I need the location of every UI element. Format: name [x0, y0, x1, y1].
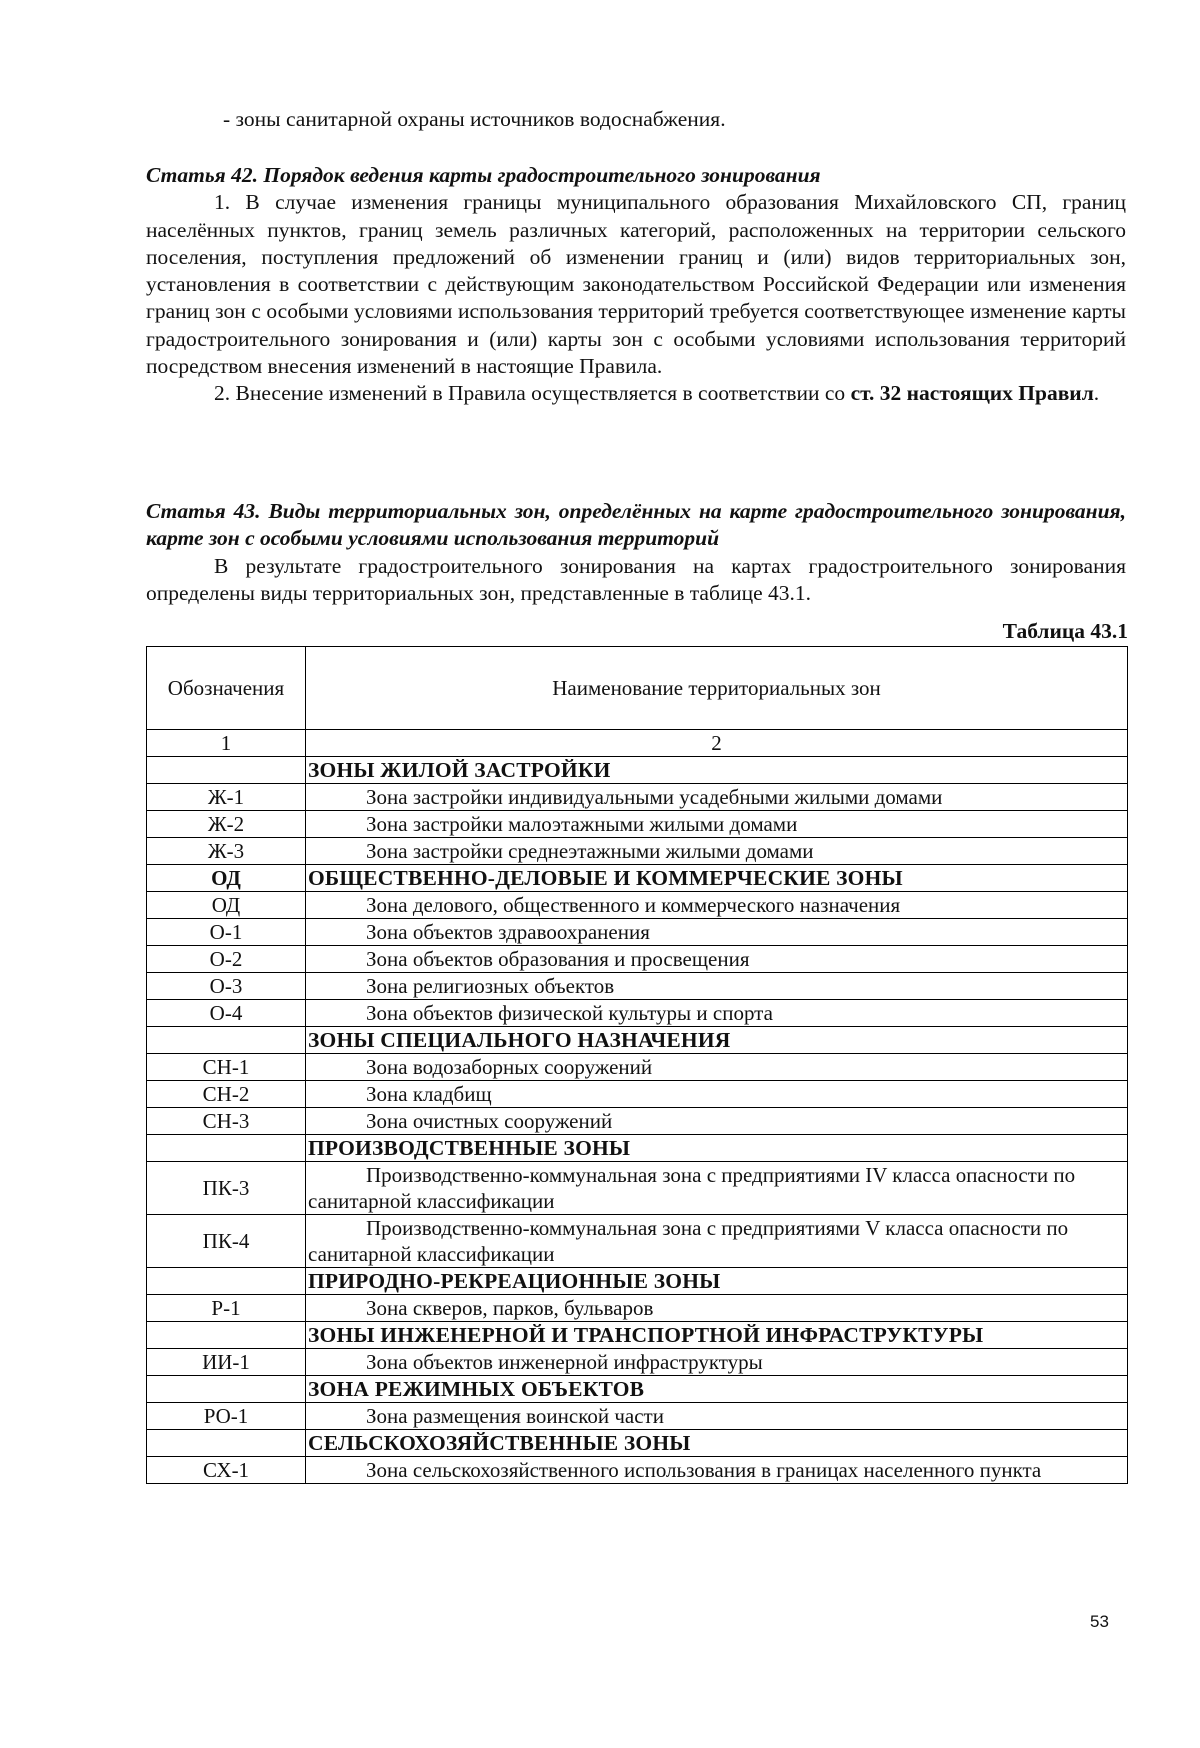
zone-group-title: ПРОИЗВОДСТВЕННЫЕ ЗОНЫ	[306, 1135, 1128, 1162]
zone-group-title: ЗОНА РЕЖИМНЫХ ОБЪЕКТОВ	[306, 1376, 1128, 1403]
zone-code	[147, 757, 306, 784]
article-42-paragraph-1: 1. В случае изменения границы муниципального образования Михайловского СП, границ населённых пунктов, границ земель различных категорий, расположенных на территории сельского поселения, поступления предложений об изменении границ и (или) видов территориальных зон, установления в соответствии с действующим законодательством Российской Федерации или изменения границ зон с особыми условиями использования территорий требуется соответствующее изменение карты градостроительного зонирования и (или) карты зон с особыми условиями использования территорий посредством внесения изменений в настоящие Правила.	[146, 190, 1126, 379]
zone-code: Ж-2	[147, 811, 306, 838]
table-group-row	[147, 1376, 1128, 1403]
intro-line: - зоны санитарной охраны источников водоснабжения.	[223, 107, 726, 131]
table-group-row	[147, 1430, 1128, 1457]
zone-code: Р-1	[147, 1295, 306, 1322]
zone-name	[306, 946, 1128, 973]
zones-table	[146, 646, 1128, 1484]
zone-name-text: Зона объектов здравоохранения	[366, 920, 650, 944]
zone-name	[306, 892, 1128, 919]
zone-name	[306, 1457, 1128, 1484]
table-group-row	[147, 757, 1128, 784]
zone-code: СН-1	[147, 1054, 306, 1081]
zone-name-text: Зона делового, общественного и коммерческого назначения	[366, 893, 901, 917]
article-43-paragraph: В результате градостроительного зонирования на картах градостроительного зонирования определены виды территориальных зон, представленные в таблице 43.1.	[146, 553, 1126, 605]
table-row	[147, 811, 1128, 838]
zone-code: ПК-3	[147, 1162, 306, 1215]
article-42-heading: Статья 42. Порядок ведения карты градостроительного зонирования	[146, 163, 821, 187]
zone-name	[306, 1162, 1128, 1215]
zone-code: СХ-1	[147, 1457, 306, 1484]
article-43	[146, 498, 1126, 607]
table-group-row	[147, 1135, 1128, 1162]
zone-name-text: Зона объектов образования и просвещения	[366, 947, 750, 971]
zone-name-text: Зона застройки малоэтажными жилыми домами	[366, 812, 798, 836]
zone-name-text: Зона кладбищ	[366, 1082, 492, 1106]
zone-name	[306, 1108, 1128, 1135]
table-number-row	[147, 730, 1128, 757]
zone-code	[147, 1430, 306, 1457]
zone-group-title: ЗОНЫ ИНЖЕНЕРНОЙ И ТРАНСПОРТНОЙ ИНФРАСТРУКТУРЫ	[306, 1322, 1128, 1349]
zone-code	[147, 1322, 306, 1349]
zone-name-text: Зона скверов, парков, бульваров	[366, 1296, 654, 1320]
zone-name-text: Зона сельскохозяйственного использования в границах населенного пункта	[366, 1458, 1042, 1482]
col2-number: 2	[306, 730, 1128, 757]
zone-code: Ж-3	[147, 838, 306, 865]
zone-group-title: ЗОНЫ ЖИЛОЙ ЗАСТРОЙКИ	[306, 757, 1128, 784]
table-row	[147, 1403, 1128, 1430]
table-row	[147, 973, 1128, 1000]
table-row	[147, 838, 1128, 865]
zone-name-text: Зона застройки среднеэтажными жилыми домами	[366, 839, 814, 863]
zone-name	[306, 1215, 1128, 1268]
table-row	[147, 1000, 1128, 1027]
table-row	[147, 784, 1128, 811]
table-row	[147, 946, 1128, 973]
para2-bold: ст. 32 настоящих Правил	[850, 381, 1094, 406]
zone-code: О-1	[147, 919, 306, 946]
zone-name-text: Зона водозаборных сооружений	[366, 1055, 653, 1079]
zone-name	[306, 973, 1128, 1000]
zone-name-text: Производственно-коммунальная зона с предприятиями IV класса опасности по санитарной классификации	[308, 1163, 1076, 1213]
table-row	[147, 1054, 1128, 1081]
zone-code	[147, 1268, 306, 1295]
article-42-paragraph-2	[146, 380, 1126, 407]
table-group-row	[147, 865, 1128, 892]
table-row	[147, 919, 1128, 946]
zone-group-title: ПРИРОДНО-РЕКРЕАЦИОННЫЕ ЗОНЫ	[306, 1268, 1128, 1295]
zone-name	[306, 1000, 1128, 1027]
table-row	[147, 1295, 1128, 1322]
zone-name	[306, 1295, 1128, 1322]
table-row	[147, 1457, 1128, 1484]
zone-name	[306, 811, 1128, 838]
table-caption: Таблица 43.1	[1002, 619, 1128, 643]
zone-name	[306, 919, 1128, 946]
zone-name-text: Зона объектов инженерной инфраструктуры	[366, 1350, 763, 1374]
zone-code: ОД	[147, 865, 306, 892]
zone-name	[306, 838, 1128, 865]
zone-code: ПК-4	[147, 1215, 306, 1268]
zone-group-title: ОБЩЕСТВЕННО-ДЕЛОВЫЕ И КОММЕРЧЕСКИЕ ЗОНЫ	[306, 865, 1128, 892]
zone-code	[147, 1027, 306, 1054]
zone-group-title: СЕЛЬСКОХОЗЯЙСТВЕННЫЕ ЗОНЫ	[306, 1430, 1128, 1457]
zone-code: Ж-1	[147, 784, 306, 811]
zone-code: РО-1	[147, 1403, 306, 1430]
table-group-row	[147, 1322, 1128, 1349]
zone-group-title: ЗОНЫ СПЕЦИАЛЬНОГО НАЗНАЧЕНИЯ	[306, 1027, 1128, 1054]
table-row	[147, 892, 1128, 919]
zone-code: О-4	[147, 1000, 306, 1027]
table-block	[146, 618, 1128, 1484]
zone-code: СН-3	[147, 1108, 306, 1135]
zone-code	[147, 1376, 306, 1403]
article-42	[146, 162, 1126, 408]
zone-name	[306, 1054, 1128, 1081]
zone-name-text: Зона очистных сооружений	[366, 1109, 613, 1133]
page-number: 53	[1090, 1612, 1109, 1631]
table-row	[147, 1349, 1128, 1376]
col1-header: Обозначения	[147, 647, 306, 730]
table-row	[147, 1108, 1128, 1135]
zone-code: СН-2	[147, 1081, 306, 1108]
zone-code: О-3	[147, 973, 306, 1000]
zone-name	[306, 1349, 1128, 1376]
zone-name-text: Зона религиозных объектов	[366, 974, 615, 998]
zone-name	[306, 784, 1128, 811]
zone-code: ОД	[147, 892, 306, 919]
zone-name-text: Зона застройки индивидуальными усадебными жилыми домами	[366, 785, 943, 809]
para2-post: .	[1093, 381, 1100, 406]
table-row	[147, 1081, 1128, 1108]
table-group-row	[147, 1027, 1128, 1054]
zone-name-text: Зона размещения воинской части	[366, 1404, 664, 1428]
col2-header: Наименование территориальных зон	[306, 647, 1128, 730]
zone-name-text: Производственно-коммунальная зона с предприятиями V класса опасности по санитарной классификации	[308, 1216, 1069, 1266]
zone-code	[147, 1135, 306, 1162]
col1-number: 1	[147, 730, 306, 757]
table-header-row	[147, 647, 1128, 730]
article-43-heading: Статья 43. Виды территориальных зон, определённых на карте градостроительного зонирования, карте зон с особыми условиями использования территорий	[146, 499, 1126, 551]
table-row	[147, 1215, 1128, 1268]
para2-pre: 2. Внесение изменений в Правила осуществляется в соответствии со	[214, 381, 851, 406]
zone-name-text: Зона объектов физической культуры и спорта	[366, 1001, 773, 1025]
table-group-row	[147, 1268, 1128, 1295]
table-row	[147, 1162, 1128, 1215]
zone-name	[306, 1081, 1128, 1108]
zone-code: О-2	[147, 946, 306, 973]
zone-code: ИИ-1	[147, 1349, 306, 1376]
zone-name	[306, 1403, 1128, 1430]
